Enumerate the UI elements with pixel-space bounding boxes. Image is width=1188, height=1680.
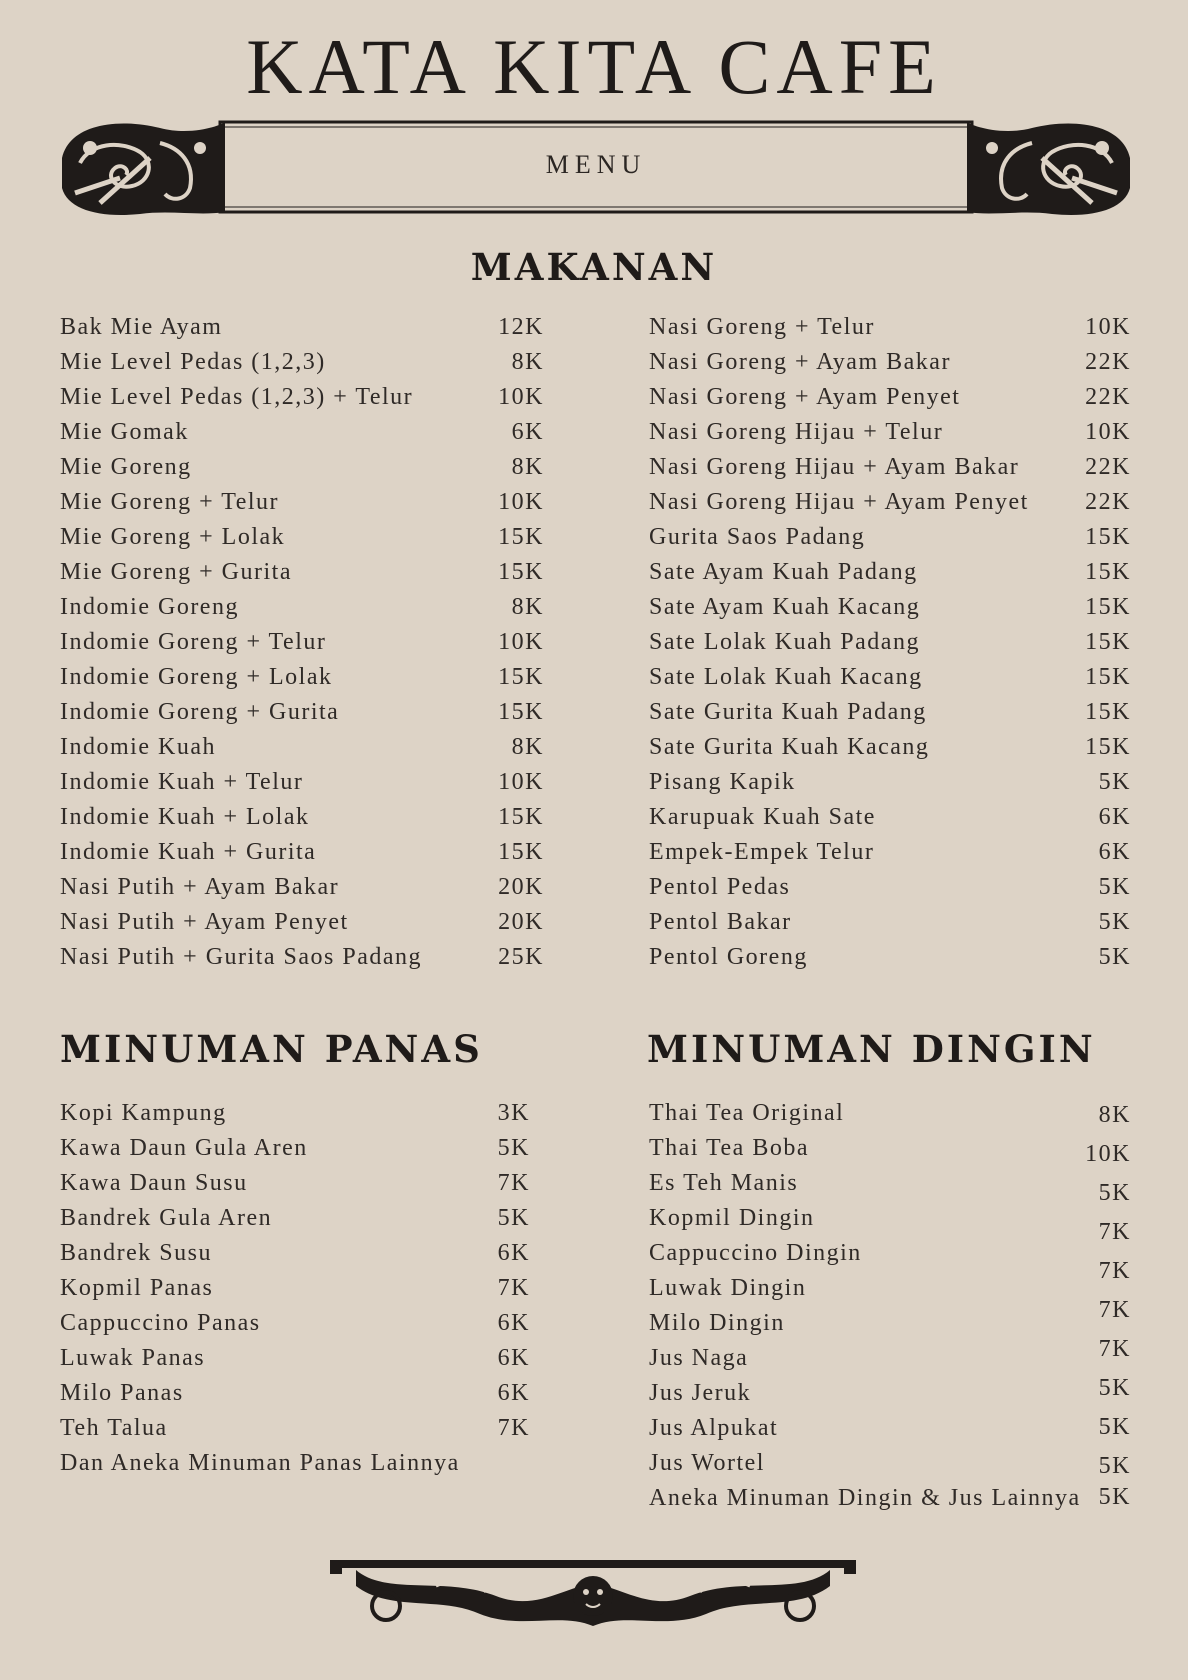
makanan-item (649, 765, 1131, 800)
minuman-dingin-item-name: Thai Tea Boba (649, 1135, 809, 1161)
item-name: Mie Goreng + Telur (60, 489, 280, 515)
item-name: Nasi Putih + Ayam Penyet (60, 909, 349, 935)
makanan-item (60, 310, 544, 345)
item-price: 5K (497, 1135, 530, 1161)
minuman-panas-item (60, 1306, 530, 1341)
item-price: 22K (1085, 349, 1131, 375)
minuman-panas-item (60, 1166, 530, 1201)
minuman-dingin-item-price: 5K (1098, 1414, 1131, 1440)
makanan-item (60, 730, 544, 765)
item-price: 6K (1098, 839, 1131, 865)
item-name: Indomie Goreng + Lolak (60, 664, 333, 690)
item-price: 22K (1085, 454, 1131, 480)
item-price: 15K (1085, 559, 1131, 585)
minuman-panas-item (60, 1236, 530, 1271)
ornament-footer-icon (326, 1556, 860, 1632)
makanan-item (649, 450, 1131, 485)
item-price: 22K (1085, 489, 1131, 515)
makanan-item (60, 870, 544, 905)
item-price: 12K (498, 314, 544, 340)
minuman-panas-item (60, 1376, 530, 1411)
item-price: 10K (498, 384, 544, 410)
makanan-item (649, 485, 1131, 520)
makanan-heading: MAKANAN (470, 245, 718, 289)
item-price: 3K (497, 1100, 530, 1126)
item-name: Pentol Pedas (649, 874, 791, 900)
item-name: Mie Goreng + Gurita (60, 559, 292, 585)
item-name: Indomie Kuah (60, 734, 216, 760)
minuman-panas-item (60, 1096, 530, 1131)
item-name: Pisang Kapik (649, 769, 796, 795)
makanan-item (60, 380, 544, 415)
makanan-item (649, 380, 1131, 415)
minuman-dingin-item-name: Thai Tea Original (649, 1100, 845, 1126)
menu-label: MENU (545, 150, 647, 179)
makanan-item (60, 800, 544, 835)
item-price: 25K (498, 944, 544, 970)
item-name: Kopi Kampung (60, 1100, 227, 1126)
item-price: 15K (1085, 734, 1131, 760)
minuman-dingin-item-name: Jus Wortel (649, 1450, 765, 1476)
item-name: Nasi Goreng + Ayam Penyet (649, 384, 961, 410)
minuman-dingin-item-name: Es Teh Manis (649, 1170, 799, 1196)
item-name: Sate Gurita Kuah Kacang (649, 734, 930, 760)
item-name: Cappuccino Panas (60, 1310, 261, 1336)
item-price: 7K (497, 1275, 530, 1301)
minuman-dingin-item-price: 5K (1098, 1375, 1131, 1401)
item-name: Nasi Goreng Hijau + Ayam Penyet (649, 489, 1029, 515)
makanan-item (60, 940, 544, 975)
makanan-item (649, 660, 1131, 695)
makanan-item (60, 555, 544, 590)
minuman-panas-item (60, 1201, 530, 1236)
item-name: Kopmil Panas (60, 1275, 214, 1301)
item-price: 5K (1098, 874, 1131, 900)
makanan-item (60, 485, 544, 520)
item-name: Bak Mie Ayam (60, 314, 223, 340)
item-name: Mie Goreng + Lolak (60, 524, 286, 550)
item-name: Milo Panas (60, 1380, 184, 1406)
item-name: Mie Level Pedas (1,2,3) (60, 349, 326, 375)
minuman-dingin-item-price: 7K (1098, 1219, 1131, 1245)
item-name: Sate Gurita Kuah Padang (649, 699, 927, 725)
item-name: Bandrek Gula Aren (60, 1205, 273, 1231)
minuman-dingin-item-price: 5K (1098, 1180, 1131, 1206)
item-name: Nasi Goreng + Telur (649, 314, 875, 340)
item-name: Pentol Bakar (649, 909, 792, 935)
item-price: 15K (498, 804, 544, 830)
makanan-item (649, 590, 1131, 625)
item-price: 22K (1085, 384, 1131, 410)
item-price: 6K (511, 419, 544, 445)
makanan-item (649, 415, 1131, 450)
item-price: 15K (498, 524, 544, 550)
item-name: Mie Goreng (60, 454, 192, 480)
item-name: Indomie Kuah + Telur (60, 769, 304, 795)
item-price: 20K (498, 909, 544, 935)
makanan-item (60, 905, 544, 940)
minuman-dingin-item-name: Jus Alpukat (649, 1415, 779, 1441)
minuman-panas-item (60, 1271, 530, 1306)
item-price: 8K (511, 734, 544, 760)
makanan-item (60, 695, 544, 730)
item-name: Kawa Daun Susu (60, 1170, 248, 1196)
item-price: 5K (497, 1205, 530, 1231)
makanan-item (60, 625, 544, 660)
item-name: Nasi Putih + Ayam Bakar (60, 874, 340, 900)
makanan-item (60, 345, 544, 380)
makanan-item (60, 660, 544, 695)
item-price: 20K (498, 874, 544, 900)
item-price: 8K (511, 349, 544, 375)
item-price: 6K (497, 1380, 530, 1406)
item-name: Bandrek Susu (60, 1240, 212, 1266)
item-name: Luwak Panas (60, 1345, 206, 1371)
minuman-panas-item (60, 1341, 530, 1376)
item-price: 15K (498, 664, 544, 690)
makanan-right-list (649, 310, 1131, 975)
item-name: Teh Talua (60, 1415, 168, 1441)
item-price: 15K (498, 839, 544, 865)
makanan-item (649, 310, 1131, 345)
item-price: 15K (1085, 524, 1131, 550)
item-price: 7K (497, 1170, 530, 1196)
item-name: Indomie Goreng (60, 594, 239, 620)
item-name: Empek-Empek Telur (649, 839, 875, 865)
minuman-dingin-item-price: 7K (1098, 1297, 1131, 1323)
makanan-item (60, 590, 544, 625)
minuman-dingin-item-price: 5K (1098, 1484, 1131, 1510)
item-price: 15K (1085, 699, 1131, 725)
item-name: Sate Ayam Kuah Padang (649, 559, 918, 585)
item-name: Nasi Goreng Hijau + Telur (649, 419, 944, 445)
item-price: 5K (1098, 944, 1131, 970)
item-price: 8K (511, 454, 544, 480)
minuman-dingin-item-price: 7K (1098, 1336, 1131, 1362)
item-name: Pentol Goreng (649, 944, 808, 970)
makanan-item (60, 765, 544, 800)
item-price: 5K (1098, 909, 1131, 935)
makanan-item (649, 940, 1131, 975)
item-name: Sate Lolak Kuah Kacang (649, 664, 923, 690)
item-name: Indomie Goreng + Telur (60, 629, 327, 655)
makanan-item (649, 345, 1131, 380)
item-name: Indomie Kuah + Gurita (60, 839, 317, 865)
minuman-dingin-item-name: Jus Jeruk (649, 1380, 752, 1406)
minuman-dingin-item-name: Milo Dingin (649, 1310, 785, 1336)
item-price: 6K (497, 1310, 530, 1336)
makanan-item (60, 520, 544, 555)
item-price: 6K (497, 1345, 530, 1371)
item-price: 15K (1085, 594, 1131, 620)
item-name: Sate Ayam Kuah Kacang (649, 594, 921, 620)
item-name: Gurita Saos Padang (649, 524, 866, 550)
minuman-dingin-item-price: 7K (1098, 1258, 1131, 1284)
minuman-dingin-item-price: 10K (1085, 1141, 1131, 1167)
item-name: Indomie Goreng + Gurita (60, 699, 340, 725)
minuman-dingin-item-name: Jus Naga (649, 1345, 749, 1371)
item-price: 15K (498, 559, 544, 585)
makanan-item (649, 905, 1131, 940)
minuman-dingin-item-price: 5K (1098, 1453, 1131, 1479)
makanan-item (60, 415, 544, 450)
minuman-dingin-item-name: Cappuccino Dingin (649, 1240, 862, 1266)
makanan-item (649, 695, 1131, 730)
item-price: 10K (1085, 314, 1131, 340)
item-price: 6K (1098, 804, 1131, 830)
makanan-item (60, 835, 544, 870)
item-name: Sate Lolak Kuah Padang (649, 629, 920, 655)
item-price: 15K (1085, 664, 1131, 690)
minuman-dingin-item-price: 8K (1098, 1102, 1131, 1128)
item-name: Mie Gomak (60, 419, 189, 445)
item-name: Nasi Goreng Hijau + Ayam Bakar (649, 454, 1020, 480)
item-name: Kawa Daun Gula Aren (60, 1135, 308, 1161)
item-price: 10K (498, 489, 544, 515)
minuman-panas-note: Dan Aneka Minuman Panas Lainnya (60, 1450, 460, 1476)
cafe-title: KATA KITA CAFE (246, 23, 942, 110)
item-price: 10K (1085, 419, 1131, 445)
item-price: 10K (498, 629, 544, 655)
makanan-item (649, 555, 1131, 590)
item-price: 6K (497, 1240, 530, 1266)
minuman-panas-heading: MINUMAN PANAS (60, 1027, 483, 1071)
makanan-left-list (60, 310, 544, 975)
makanan-item (649, 625, 1131, 660)
minuman-dingin-item-name: Luwak Dingin (649, 1275, 807, 1301)
item-name: Nasi Putih + Gurita Saos Padang (60, 944, 423, 970)
item-price: 5K (1098, 769, 1131, 795)
menu-banner (60, 118, 1132, 218)
item-name: Mie Level Pedas (1,2,3) + Telur (60, 384, 414, 410)
minuman-panas-item (60, 1131, 530, 1166)
makanan-item (649, 800, 1131, 835)
item-name: Nasi Goreng + Ayam Bakar (649, 349, 951, 375)
minuman-dingin-prices (1010, 1096, 1131, 1515)
makanan-item (649, 730, 1131, 765)
minuman-dingin-item-name: Kopmil Dingin (649, 1205, 815, 1231)
minuman-dingin-heading: MINUMAN DINGIN (647, 1027, 1096, 1071)
makanan-item (649, 835, 1131, 870)
item-price: 15K (498, 699, 544, 725)
makanan-item (649, 520, 1131, 555)
makanan-item (60, 450, 544, 485)
item-name: Karupuak Kuah Sate (649, 804, 876, 830)
item-price: 15K (1085, 629, 1131, 655)
item-price: 10K (498, 769, 544, 795)
minuman-panas-list (60, 1096, 530, 1481)
minuman-dingin-note: Aneka Minuman Dingin & Jus Lainnya (649, 1485, 1081, 1511)
item-name: Indomie Kuah + Lolak (60, 804, 310, 830)
makanan-item (649, 870, 1131, 905)
item-price: 8K (511, 594, 544, 620)
item-price: 7K (497, 1415, 530, 1441)
minuman-panas-item (60, 1411, 530, 1446)
